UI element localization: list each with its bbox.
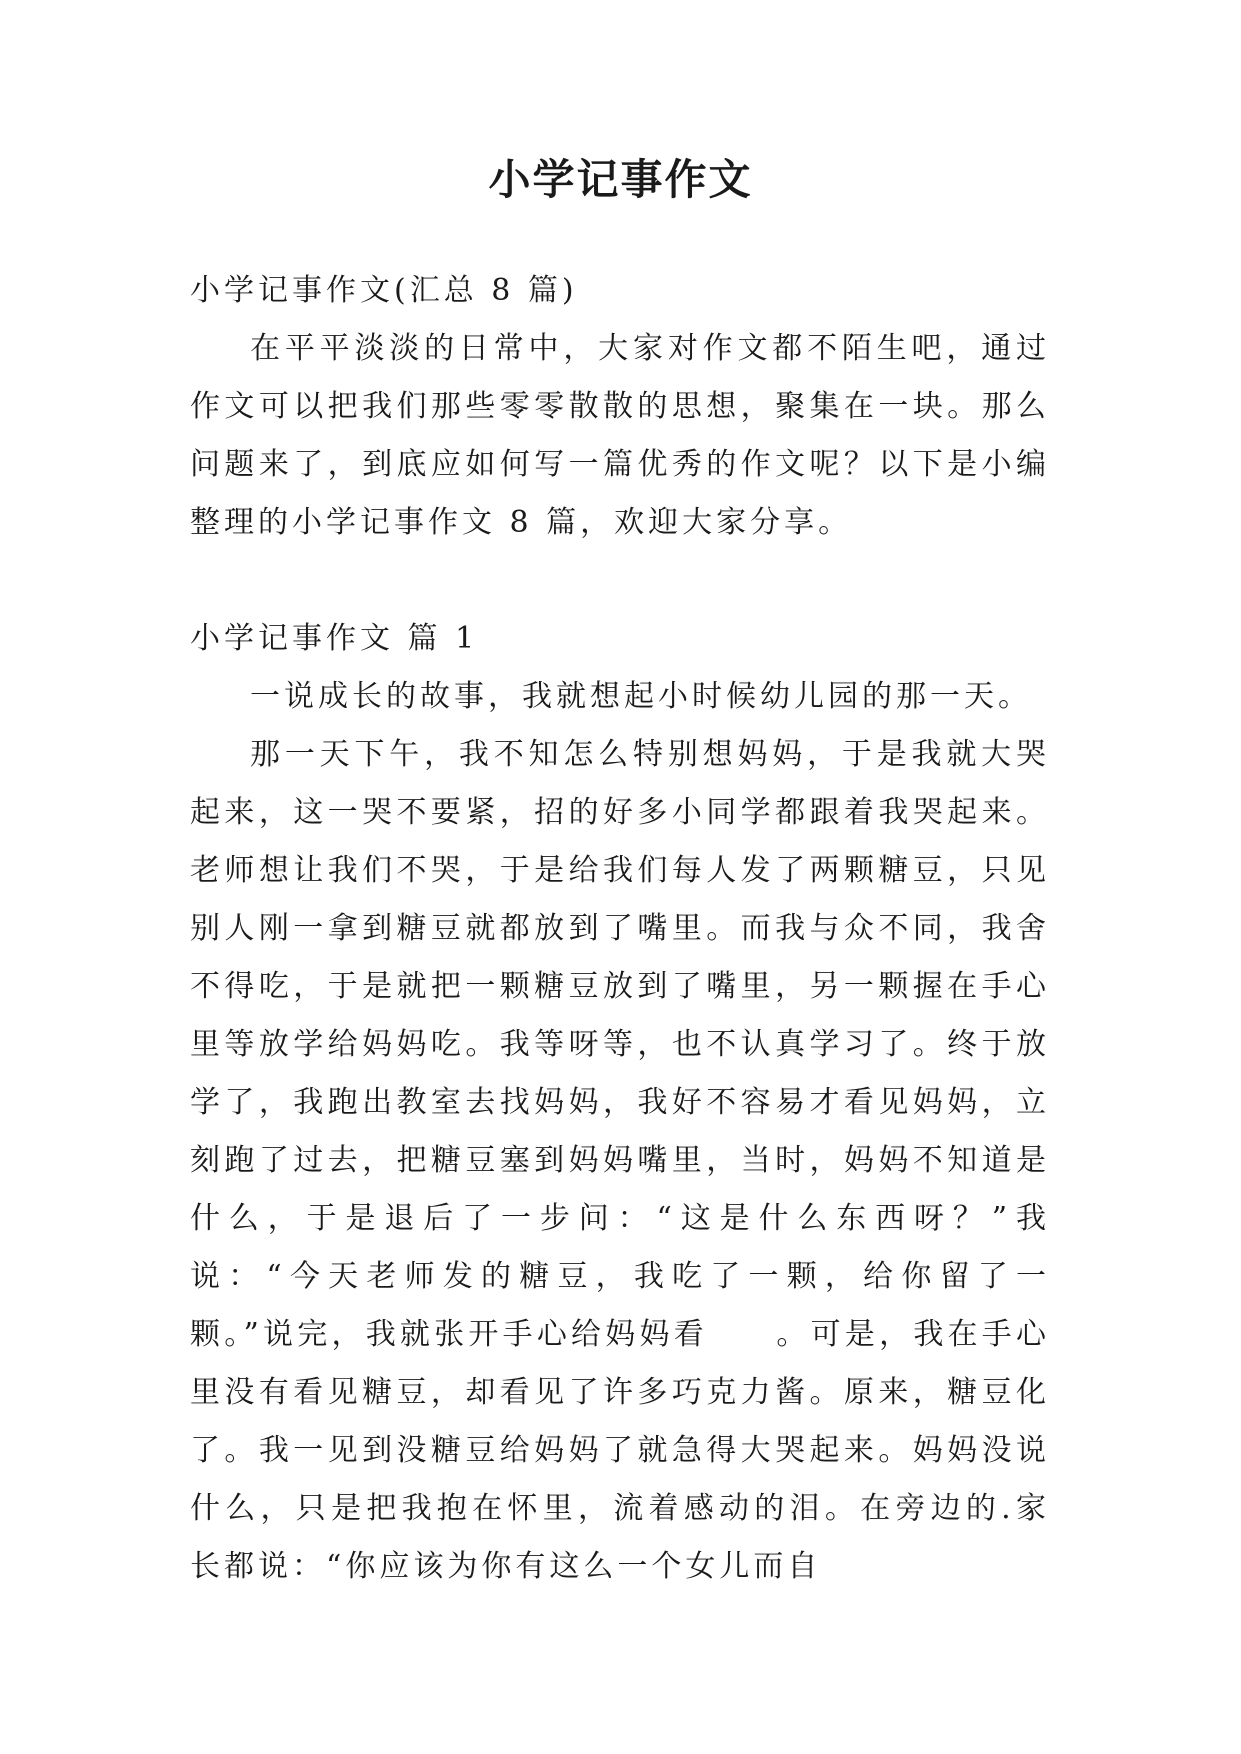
section-heading: 小学记事作文 篇 1 (190, 621, 479, 656)
document-title: 小学记事作文 (488, 155, 753, 204)
document-subtitle: 小学记事作文(汇总 8 篇) (190, 273, 578, 308)
section-paragraph: 那一天下午，我不知怎么特别想妈妈，于是我就大哭起来，这一哭不要紧，招的好多小同学都跟着我哭起来。老师想让我们不哭，于是给我们每人发了两颗糖豆，只见别人刚一拿到糖豆就都放到了嘴里。而我与众不同，我舍不得吃，于是就把一颗糖豆放到了嘴里，另一颗握在手心里等放学给妈妈吃。我等呀等，也不认真学习了。终于放学了，我跑出教室去找妈妈，我好不容易才看见妈妈，立刻跑了过去，把糖豆塞到妈妈嘴里，当时，妈妈不知道是什么，于是退后了一步问：“这是什么东西呀？”我说：“今天老师发的糖豆，我吃了一颗，给你留了一颗。”说完，我就张开手心给妈妈看 。可是，我在手心里没有看见糖豆，却看见了许多巧克力酱。原来，糖豆化了。我一见到没糖豆给妈妈了就急得大哭起来。妈妈没说什么，只是把我抱在怀里，流着感动的泪。在旁边的.家长都说：“你应该为你有这么一个女儿而自 (190, 737, 1050, 1584)
intro-paragraph: 在平平淡淡的日常中，大家对作文都不陌生吧，通过作文可以把我们那些零零散散的思想，聚集在一块。那么问题来了，到底应如何写一篇优秀的作文呢？以下是小编整理的小学记事作文 8 篇，欢迎大家分享。 (190, 331, 1050, 540)
section-paragraph: 一说成长的故事，我就想起小时候幼儿园的那一天。 (250, 679, 1032, 714)
section-spacer (190, 552, 1050, 610)
document-body (190, 262, 1050, 1596)
